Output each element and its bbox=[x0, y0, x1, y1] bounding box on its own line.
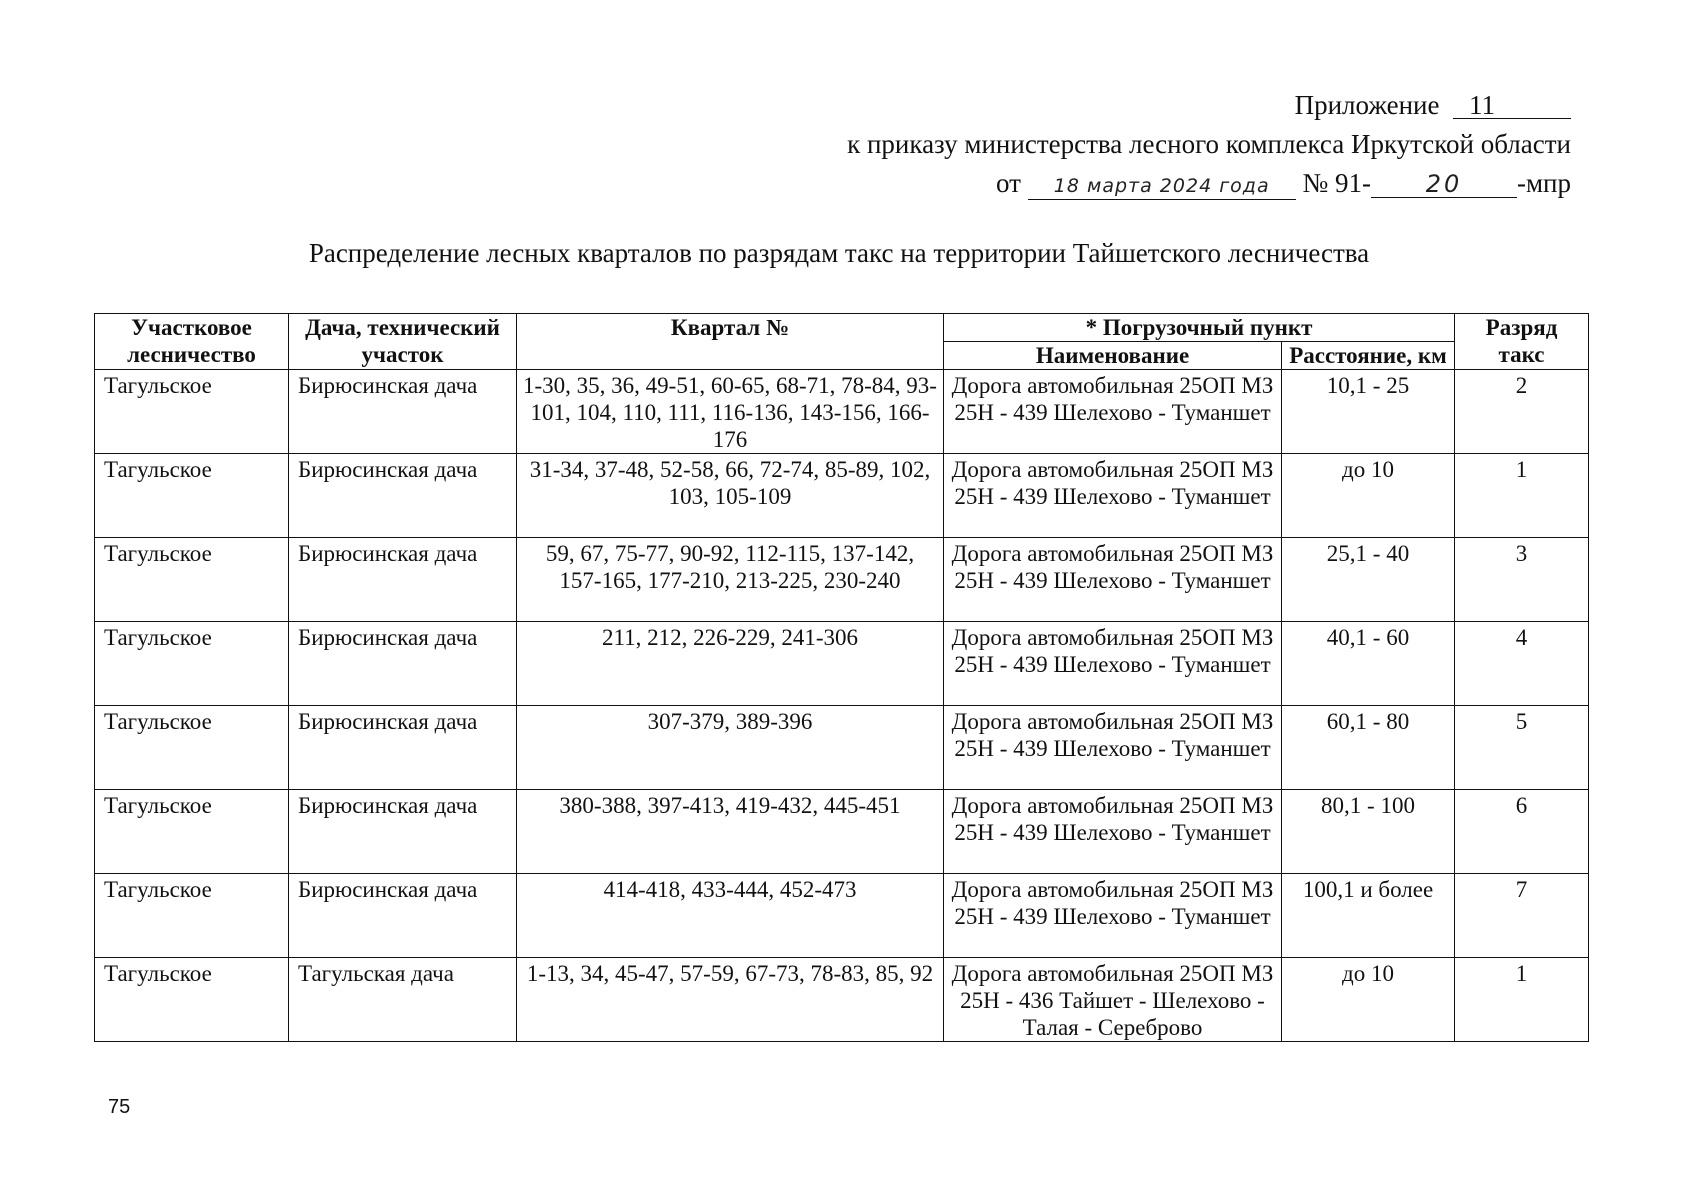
cell-dacha: Тагульская дача bbox=[289, 958, 517, 1042]
cell-loading-name: Дорога автомобильная 25ОП МЗ 25Н - 439 Шелехово - Туманшет bbox=[944, 370, 1282, 454]
cell-dacha: Бирюсинская дача bbox=[289, 622, 517, 706]
cell-distance: 25,1 - 40 bbox=[1282, 538, 1455, 622]
cell-rank: 2 bbox=[1455, 370, 1589, 454]
appendix-number: 11 bbox=[1453, 92, 1571, 119]
cell-loading-name: Дорога автомобильная 25ОП МЗ 25Н - 436 Тайшет - Шелехово - Талая - Сереброво bbox=[944, 958, 1282, 1042]
col-header-forestry: Участковое лесничество bbox=[95, 314, 289, 370]
cell-forestry: Тагульское bbox=[95, 538, 289, 622]
cell-quarters: 1-30, 35, 36, 49-51, 60-65, 68-71, 78-84, 93-101, 104, 110, 111, 116-136, 143-156, 166-176 bbox=[517, 370, 944, 454]
table-row bbox=[95, 454, 1589, 538]
cell-distance: 40,1 - 60 bbox=[1282, 622, 1455, 706]
cell-distance: до 10 bbox=[1282, 958, 1455, 1042]
col-header-rank: Разряд такс bbox=[1455, 314, 1589, 370]
appendix-header bbox=[847, 86, 1571, 203]
table-row bbox=[95, 958, 1589, 1042]
cell-loading-name: Дорога автомобильная 25ОП МЗ 25Н - 439 Шелехово - Туманшет bbox=[944, 622, 1282, 706]
cell-rank: 1 bbox=[1455, 454, 1589, 538]
cell-distance: 100,1 и более bbox=[1282, 874, 1455, 958]
cell-forestry: Тагульское bbox=[95, 706, 289, 790]
cell-rank: 1 bbox=[1455, 958, 1589, 1042]
cell-forestry: Тагульское bbox=[95, 790, 289, 874]
cell-distance: 60,1 - 80 bbox=[1282, 706, 1455, 790]
col-header-distance: Расстояние, км bbox=[1282, 342, 1455, 370]
cell-forestry: Тагульское bbox=[95, 370, 289, 454]
date-number-line bbox=[847, 164, 1571, 203]
cell-loading-name: Дорога автомобильная 25ОП МЗ 25Н - 439 Шелехово - Туманшет bbox=[944, 874, 1282, 958]
page-number: 75 bbox=[108, 1096, 131, 1118]
cell-dacha: Бирюсинская дача bbox=[289, 454, 517, 538]
order-line: к приказу министерства лесного комплекса Иркутской области bbox=[847, 129, 1571, 159]
table-row bbox=[95, 790, 1589, 874]
document-title bbox=[0, 238, 1686, 269]
col-header-quarter: Квартал № bbox=[517, 314, 944, 370]
cell-loading-name: Дорога автомобильная 25ОП МЗ 25Н - 439 Шелехово - Туманшет bbox=[944, 538, 1282, 622]
table-body bbox=[95, 370, 1589, 1042]
cell-dacha: Бирюсинская дача bbox=[289, 706, 517, 790]
number-suffix: -мпр bbox=[1516, 168, 1571, 198]
cell-quarters: 31-34, 37-48, 52-58, 66, 72-74, 85-89, 102, 103, 105-109 bbox=[517, 454, 944, 538]
cell-dacha: Бирюсинская дача bbox=[289, 874, 517, 958]
col-header-name: Наименование bbox=[944, 342, 1282, 370]
table-row bbox=[95, 874, 1589, 958]
col-header-loading-point: * Погрузочный пункт bbox=[944, 314, 1455, 342]
appendix-line bbox=[847, 86, 1571, 125]
cell-forestry: Тагульское bbox=[95, 958, 289, 1042]
cell-rank: 3 bbox=[1455, 538, 1589, 622]
cell-dacha: Бирюсинская дача bbox=[289, 538, 517, 622]
cell-quarters: 414-418, 433-444, 452-473 bbox=[517, 874, 944, 958]
cell-rank: 6 bbox=[1455, 790, 1589, 874]
table-row bbox=[95, 622, 1589, 706]
cell-quarters: 380-388, 397-413, 419-432, 445-451 bbox=[517, 790, 944, 874]
cell-rank: 4 bbox=[1455, 622, 1589, 706]
handwritten-date: 18 марта 2024 года bbox=[1053, 175, 1270, 197]
cell-dacha: Бирюсинская дача bbox=[289, 790, 517, 874]
quarters-table bbox=[94, 313, 1589, 1042]
table-row bbox=[95, 706, 1589, 790]
cell-quarters: 307-379, 389-396 bbox=[517, 706, 944, 790]
cell-forestry: Тагульское bbox=[95, 874, 289, 958]
cell-loading-name: Дорога автомобильная 25ОП МЗ 25Н - 439 Шелехово - Туманшет bbox=[944, 790, 1282, 874]
cell-dacha: Бирюсинская дача bbox=[289, 370, 517, 454]
cell-forestry: Тагульское bbox=[95, 622, 289, 706]
cell-distance: 10,1 - 25 bbox=[1282, 370, 1455, 454]
table-row bbox=[95, 370, 1589, 454]
cell-rank: 5 bbox=[1455, 706, 1589, 790]
col-header-dacha: Дача, технический участок bbox=[289, 314, 517, 370]
number-prefix: № 91- bbox=[1302, 168, 1371, 198]
order-number-field bbox=[1371, 170, 1517, 198]
cell-distance: до 10 bbox=[1282, 454, 1455, 538]
header-row-1 bbox=[95, 314, 1589, 342]
cell-quarters: 1-13, 34, 45-47, 57-59, 67-73, 78-83, 85, 92 bbox=[517, 958, 944, 1042]
document-title-text: Распределение лесных кварталов по разрядам такс на территории Тайшетского лесничества bbox=[308, 238, 1370, 268]
appendix-label: Приложение bbox=[1294, 90, 1440, 120]
cell-forestry: Тагульское bbox=[95, 454, 289, 538]
date-prefix: от bbox=[996, 168, 1021, 198]
cell-rank: 7 bbox=[1455, 874, 1589, 958]
cell-quarters: 59, 67, 75-77, 90-92, 112-115, 137-142, 157-165, 177-210, 213-225, 230-240 bbox=[517, 538, 944, 622]
table-row bbox=[95, 538, 1589, 622]
cell-distance: 80,1 - 100 bbox=[1282, 790, 1455, 874]
cell-quarters: 211, 212, 226-229, 241-306 bbox=[517, 622, 944, 706]
cell-loading-name: Дорога автомобильная 25ОП МЗ 25Н - 439 Шелехово - Туманшет bbox=[944, 454, 1282, 538]
handwritten-number: 20 bbox=[1425, 170, 1463, 198]
cell-loading-name: Дорога автомобильная 25ОП МЗ 25Н - 439 Шелехово - Туманшет bbox=[944, 706, 1282, 790]
order-date-field bbox=[1028, 170, 1296, 200]
